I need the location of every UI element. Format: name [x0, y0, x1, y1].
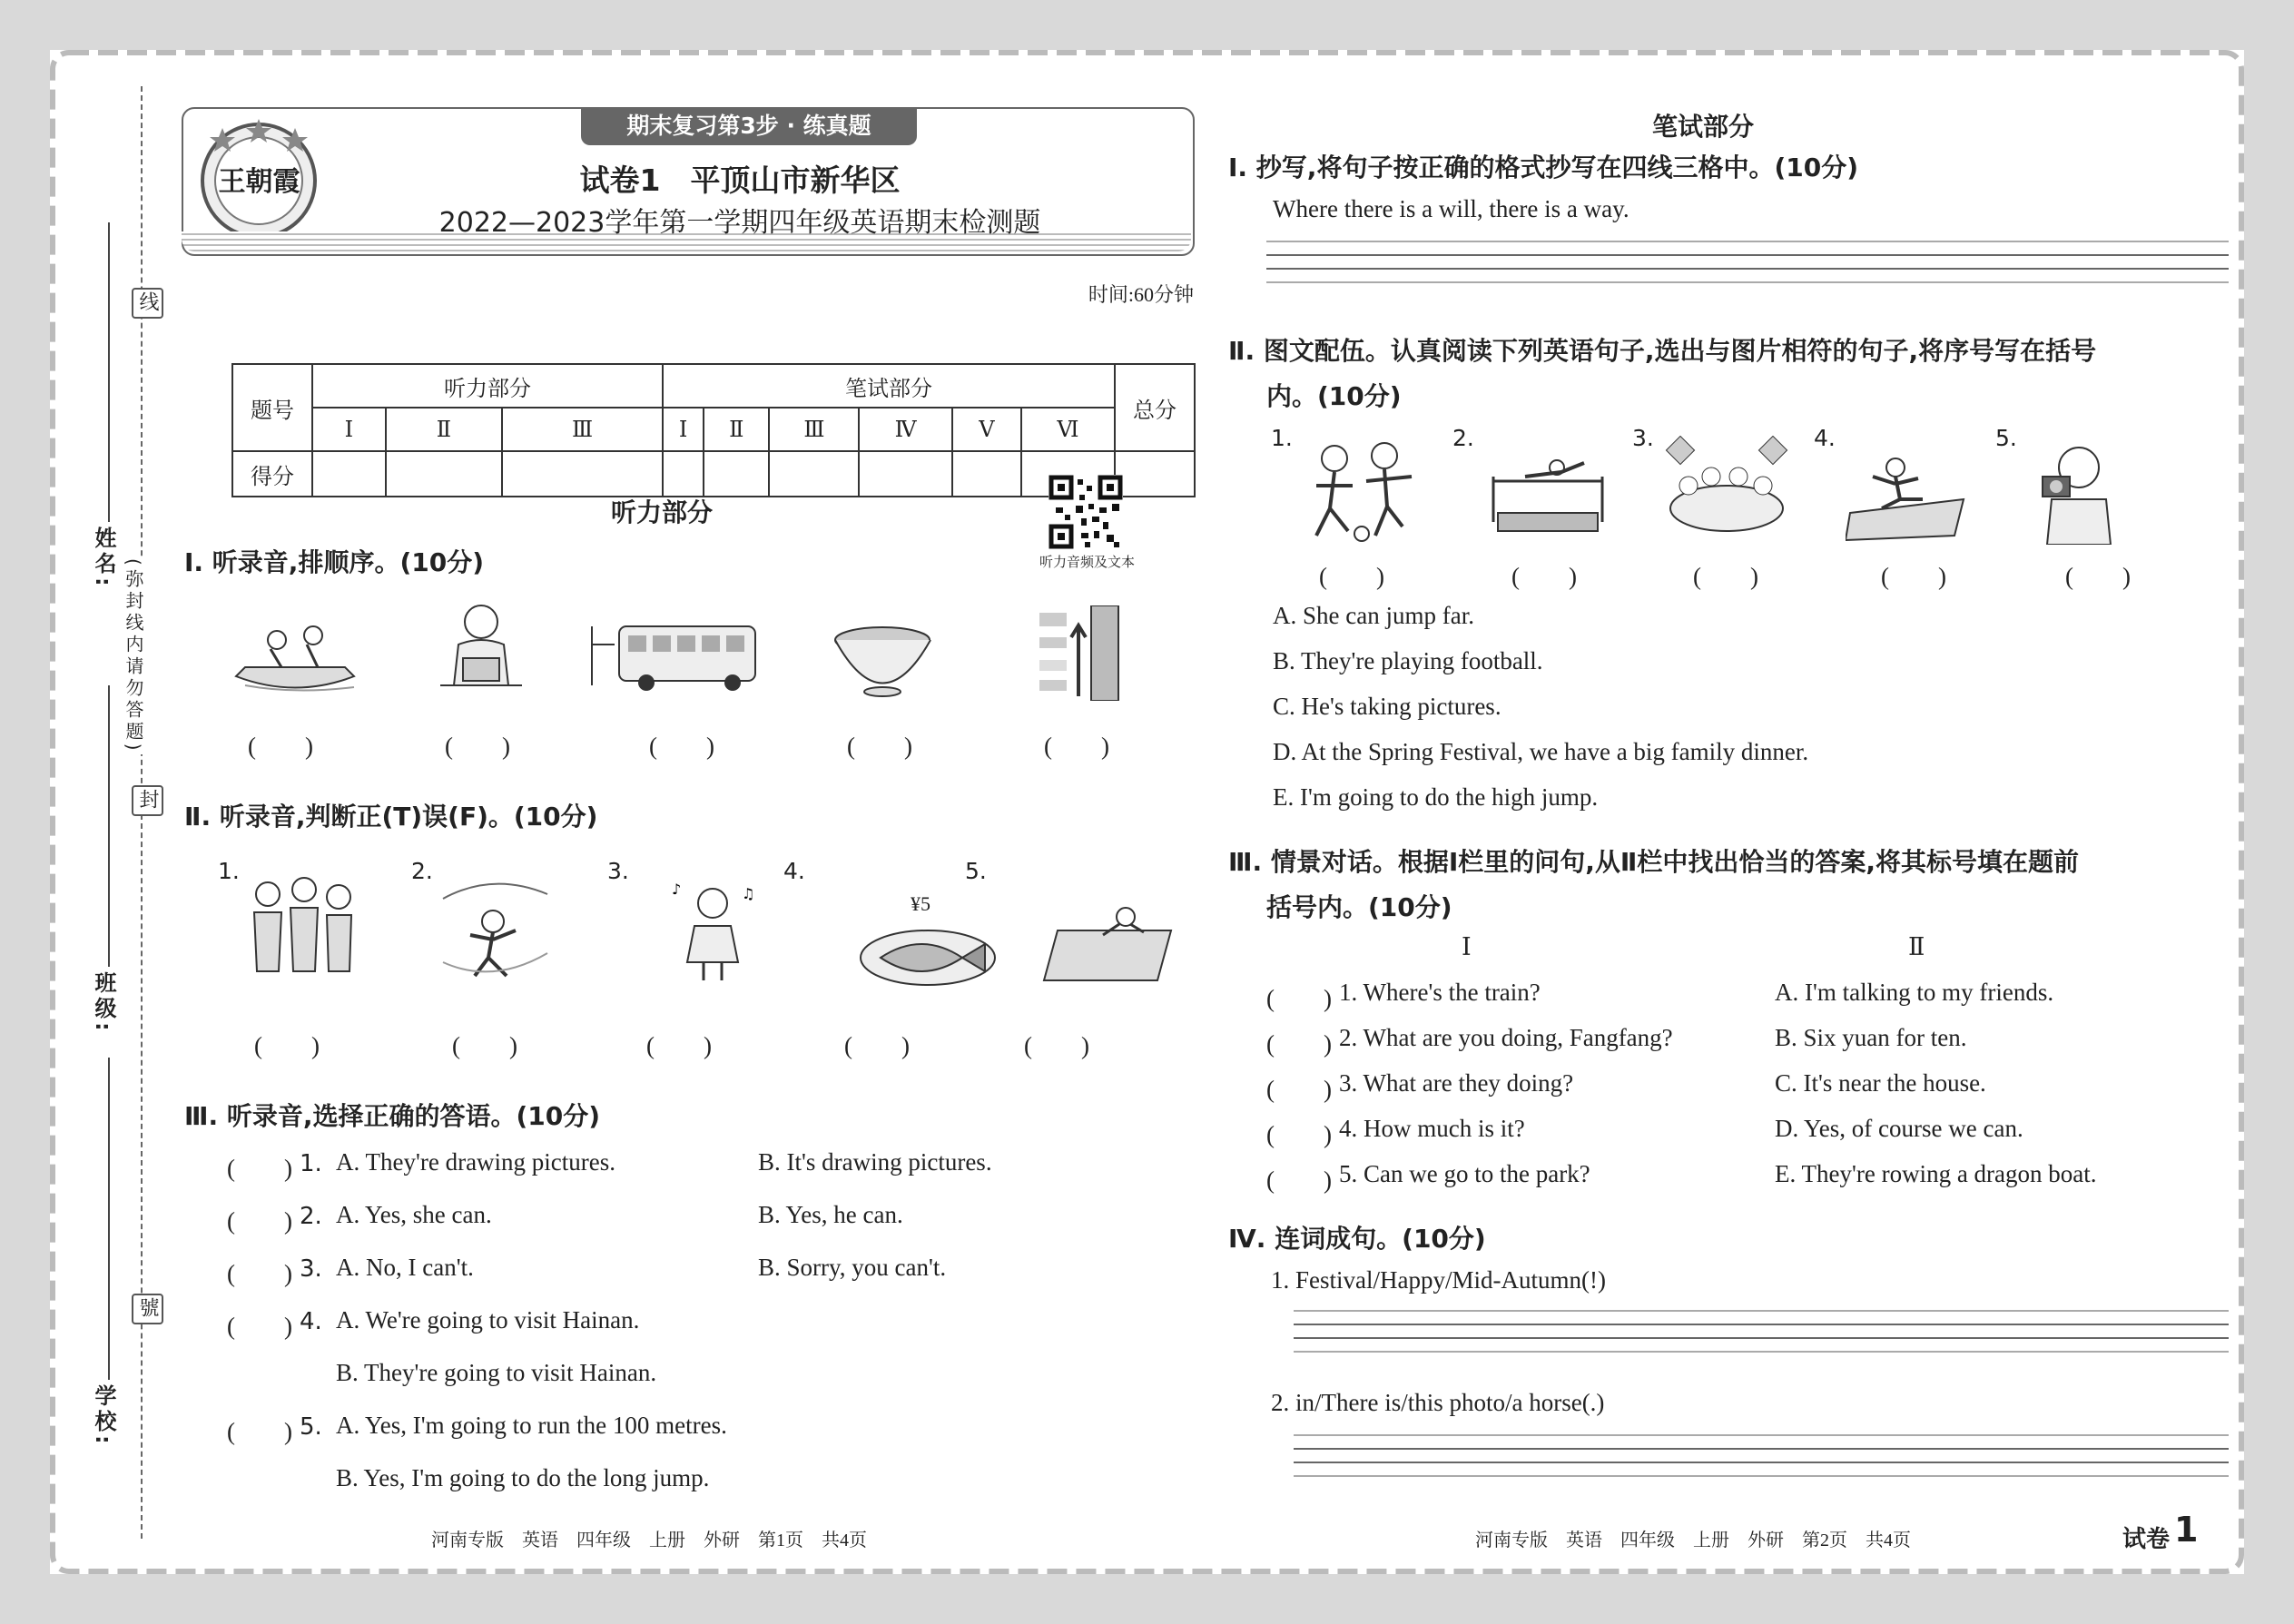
dialogue-question: 5. Can we go to the park? [1339, 1160, 1590, 1187]
answer-blank[interactable]: ( ) [227, 1260, 292, 1287]
listening-part2-title: Ⅱ. 听录音,判断正(T)误(F)。(10分) [184, 802, 598, 832]
picture-number: 1. [1271, 425, 1293, 451]
dialogue-answer: E. They're rowing a dragon boat. [1775, 1160, 2097, 1187]
writing-part2-title-line1: Ⅱ. 图文配伍。认真阅读下列英语句子,选出与图片相符的句子,将序号写在括号 [1228, 336, 2097, 366]
answer-blank[interactable]: ( ) [227, 1155, 292, 1182]
question-number: 2. [300, 1203, 322, 1230]
paper-badge: 试卷 [2122, 1526, 2171, 1553]
name-field[interactable] [108, 222, 110, 522]
score-cell[interactable] [769, 451, 859, 497]
time-limit: 时间:60分钟 [1088, 283, 1194, 306]
picture-boy-camera [2029, 436, 2129, 545]
school-label: 学校: [91, 1384, 116, 1448]
score-cell[interactable] [1115, 451, 1195, 497]
answer-blank[interactable]: ( ) [649, 733, 714, 760]
paper-badge-number: 1 [2174, 1510, 2199, 1550]
answer-blank[interactable]: ( ) [452, 1032, 517, 1059]
dialogue-answer: B. Six yuan for ten. [1775, 1024, 1967, 1051]
score-cell[interactable] [502, 451, 663, 497]
option-b: B. Yes, he can. [758, 1201, 903, 1228]
dialogue-question: 4. How much is it? [1339, 1115, 1525, 1142]
answer-blank[interactable]: ( ) [227, 1207, 292, 1235]
writing-part3-title-line2: 括号内。(10分) [1266, 892, 1452, 922]
picture-long-jump [1846, 449, 1968, 545]
answer-blank[interactable]: ( ) [1024, 1032, 1089, 1059]
picture-bus [587, 608, 769, 699]
answer-blank[interactable]: ( ) [1266, 1166, 1332, 1194]
col-header: Ⅲ [769, 408, 859, 451]
col-header: Ⅰ [663, 408, 704, 451]
total-header: 总分 [1115, 364, 1195, 451]
dialogue-question: 2. What are you doing, Fangfang? [1339, 1024, 1673, 1051]
question-number: 4. [300, 1308, 322, 1335]
picture-number: 2. [411, 858, 433, 884]
col-header: Ⅵ [1021, 408, 1115, 451]
writing-part3-title-line1: Ⅲ. 情景对话。根据Ⅰ栏里的问句,从Ⅱ栏中找出恰当的答案,将其标号填在题前 [1228, 847, 2079, 877]
copy-sentence: Where there is a will, there is a way. [1273, 195, 1629, 222]
svg-text:♫: ♫ [742, 885, 755, 902]
dialogue-answer: C. It's near the house. [1775, 1069, 1986, 1097]
svg-text:♪: ♪ [672, 881, 682, 898]
listening-part3-title: Ⅲ. 听录音,选择正确的答语。(10分) [184, 1101, 601, 1131]
answer-blank[interactable]: ( ) [844, 1032, 910, 1059]
question-number: 1. [300, 1150, 322, 1177]
picture-number: 4. [783, 858, 805, 884]
binding-mark-seal: 封 [132, 785, 163, 816]
score-cell[interactable] [952, 451, 1021, 497]
answer-blank[interactable]: ( ) [1266, 1030, 1332, 1058]
option-b: B. Yes, I'm going to do the long jump. [336, 1464, 710, 1491]
picture-number: 2. [1452, 425, 1474, 451]
writing-header: 笔试部分 [663, 364, 1115, 408]
picture-height-chart [1035, 605, 1121, 701]
picture-number: 1. [218, 858, 240, 884]
answer-blank[interactable]: ( ) [227, 1313, 292, 1340]
match-option: A. She can jump far. [1273, 602, 1474, 629]
picture-bowl [831, 617, 935, 699]
col-header: Ⅰ [312, 408, 386, 451]
question-number: 3. [300, 1255, 322, 1283]
word-order-item: 2. in/There is/this photo/a horse(.) [1271, 1389, 1605, 1416]
answer-blank[interactable]: ( ) [1511, 563, 1577, 590]
picture-number: 5. [1995, 425, 2017, 451]
option-a: A. We're going to visit Hainan. [336, 1306, 640, 1334]
listening-header: 听力部分 [312, 364, 663, 408]
score-cell[interactable] [859, 451, 951, 497]
exam-subtitle: 2022—2023学年第一学期四年级英语期末检测题 [438, 207, 1041, 239]
picture-number: 3. [607, 858, 629, 884]
binding-warning: (弥封线内请勿答题) [121, 558, 147, 754]
score-cell[interactable] [386, 451, 503, 497]
binding-mark-line: 线 [132, 288, 163, 319]
writing-part2-title-line2: 内。(10分) [1266, 381, 1402, 411]
picture-number: 4. [1814, 425, 1836, 451]
answer-blank[interactable]: ( ) [254, 1032, 320, 1059]
answer-blank[interactable]: ( ) [2065, 563, 2131, 590]
option-a: A. They're drawing pictures. [336, 1148, 616, 1176]
col-header: Ⅲ [502, 408, 663, 451]
dialogue-question: 1. Where's the train? [1339, 979, 1541, 1006]
four-line-grid[interactable] [1266, 241, 2229, 295]
exam-title: 试卷1 平顶山市新华区 [579, 162, 901, 198]
option-a: A. No, I can't. [336, 1254, 474, 1281]
picture-boys-football [1298, 436, 1421, 545]
answer-blank[interactable]: ( ) [1319, 563, 1384, 590]
dialogue-question: 3. What are they doing? [1339, 1069, 1574, 1097]
question-number: 5. [300, 1413, 322, 1441]
answer-blank[interactable]: ( ) [1693, 563, 1758, 590]
col-header: Ⅴ [952, 408, 1021, 451]
writing-part4-title: Ⅳ. 连词成句。(10分) [1228, 1224, 1486, 1254]
four-line-grid[interactable] [1294, 1434, 2229, 1489]
class-field[interactable] [108, 685, 110, 967]
option-b: B. They're going to visit Hainan. [336, 1359, 657, 1386]
picture-girl-singing [667, 876, 758, 985]
picture-number: 5. [965, 858, 987, 884]
school-field[interactable] [108, 1058, 110, 1380]
listening-part1-title: Ⅰ. 听录音,排顺序。(10分) [184, 547, 484, 577]
picture-family-dinner [1661, 436, 1793, 545]
option-b: B. It's drawing pictures. [758, 1148, 992, 1176]
picture-fish-plate [858, 917, 999, 989]
qr-caption: 听力音频及文本 [1039, 554, 1135, 570]
column-two-header: Ⅱ [1908, 933, 1925, 960]
column-one-header: Ⅰ [1462, 933, 1472, 960]
class-label: 班级: [91, 971, 116, 1035]
option-a: A. Yes, she can. [336, 1201, 492, 1228]
picture-running-race [438, 871, 552, 985]
answer-blank[interactable]: ( ) [1044, 733, 1109, 760]
col-header: Ⅳ [859, 408, 951, 451]
picture-number: 3. [1632, 425, 1654, 451]
answer-blank[interactable]: ( ) [646, 1032, 712, 1059]
picture-boat-rowing [227, 604, 363, 704]
match-option: B. They're playing football. [1273, 647, 1543, 674]
answer-blank[interactable]: ( ) [1266, 985, 1332, 1012]
score-row-label: 得分 [232, 451, 312, 497]
score-cell[interactable] [312, 451, 386, 497]
score-cell[interactable] [663, 451, 704, 497]
four-line-grid[interactable] [1294, 1310, 2229, 1364]
dialogue-answer: A. I'm talking to my friends. [1775, 979, 2054, 1006]
qr-code-icon[interactable] [1049, 475, 1123, 549]
word-order-item: 1. Festival/Happy/Mid-Autumn(!) [1271, 1266, 1606, 1294]
score-cell[interactable] [704, 451, 769, 497]
match-option: C. He's taking pictures. [1273, 693, 1501, 720]
writing-heading: 笔试部分 [1652, 112, 1755, 142]
logo-text: 王朝霞 [218, 167, 300, 197]
dialogue-answer: D. Yes, of course we can. [1775, 1115, 2023, 1142]
col-header: Ⅱ [704, 408, 769, 451]
answer-blank[interactable]: ( ) [1266, 1121, 1332, 1148]
match-option: E. I'm going to do the high jump. [1273, 783, 1599, 811]
picture-swimming-pool [1039, 894, 1176, 985]
picture-family-group [241, 871, 363, 985]
name-label: 姓名: [91, 527, 116, 590]
answer-blank[interactable]: ( ) [227, 1418, 292, 1445]
footer-left: 河南专版 英语 四年级 上册 外研 第1页 共4页 [431, 1530, 867, 1550]
exam-sheet [50, 50, 2244, 1574]
picture-high-jump [1484, 449, 1611, 540]
footer-right: 河南专版 英语 四年级 上册 外研 第2页 共4页 [1475, 1530, 1911, 1550]
answer-blank[interactable]: ( ) [1266, 1076, 1332, 1103]
answer-blank[interactable]: ( ) [445, 733, 510, 760]
match-option: D. At the Spring Festival, we have a big family dinner. [1273, 738, 1809, 765]
writing-part1-title: Ⅰ. 抄写,将句子按正确的格式抄写在四线三格中。(10分) [1228, 153, 1859, 182]
answer-blank[interactable]: ( ) [1881, 563, 1946, 590]
binding-mark-number: 號 [132, 1294, 163, 1324]
col-header: Ⅱ [386, 408, 503, 451]
fish-price: ¥5 [911, 892, 930, 915]
answer-blank[interactable]: ( ) [248, 733, 313, 760]
listening-heading: 听力部分 [611, 497, 714, 527]
header-banner: 期末复习第3步 · 练真题 [581, 107, 917, 145]
picture-girl-reading [431, 595, 531, 704]
option-b: B. Sorry, you can't. [758, 1254, 947, 1281]
answer-blank[interactable]: ( ) [847, 733, 912, 760]
option-a: A. Yes, I'm going to run the 100 metres. [336, 1412, 727, 1439]
score-table-label: 题号 [232, 364, 312, 451]
